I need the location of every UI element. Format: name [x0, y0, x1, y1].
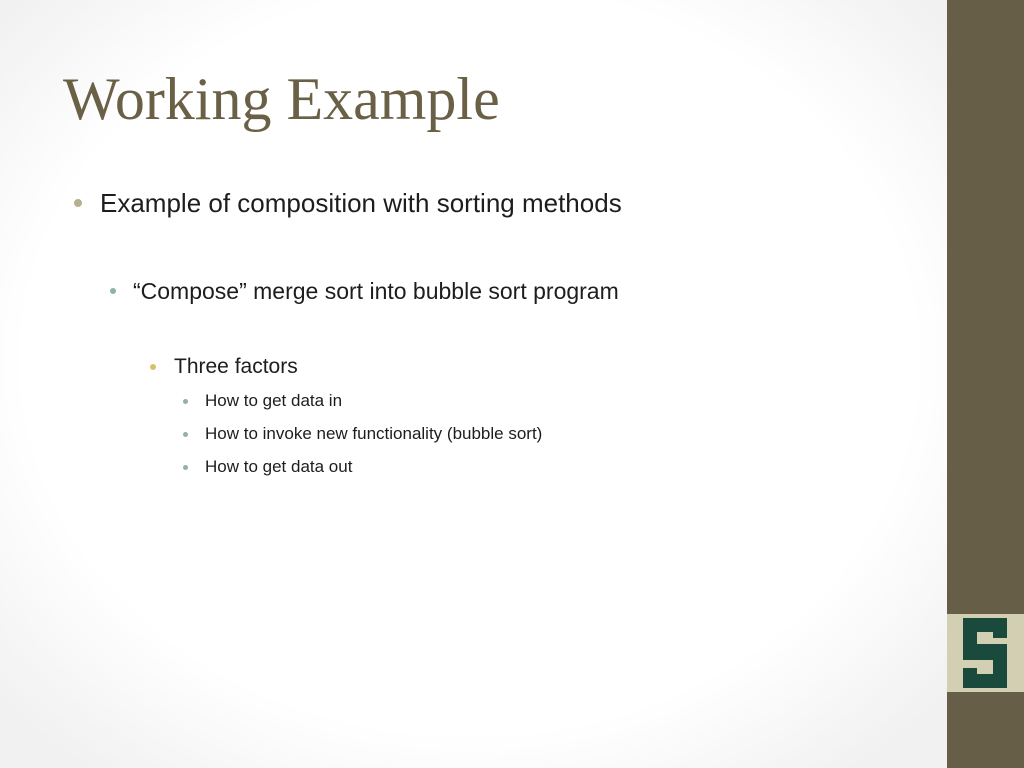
bullet-level4-item: How to get data out	[205, 457, 353, 476]
spartan-s-logo	[947, 614, 1024, 692]
bullet-level4-item: How to get data in	[205, 391, 343, 410]
slide-title: Working Example	[63, 66, 500, 132]
bullet-dot-level4	[183, 399, 188, 404]
bullet-dot-level3	[150, 364, 156, 370]
bullet-dot-level4	[183, 432, 188, 437]
bullet-dot-level1	[74, 199, 82, 207]
bullet-dot-level4	[183, 465, 188, 470]
bullet-level4-item: How to invoke new functionality (bubble sort)	[205, 424, 543, 443]
bullet-level2: “Compose” merge sort into bubble sort program	[133, 278, 619, 304]
s-logo-icon	[959, 618, 1011, 688]
bullet-dot-level2	[110, 288, 116, 294]
bullet-level3: Three factors	[174, 355, 298, 378]
bullet-level1: Example of composition with sorting methods	[100, 188, 622, 218]
